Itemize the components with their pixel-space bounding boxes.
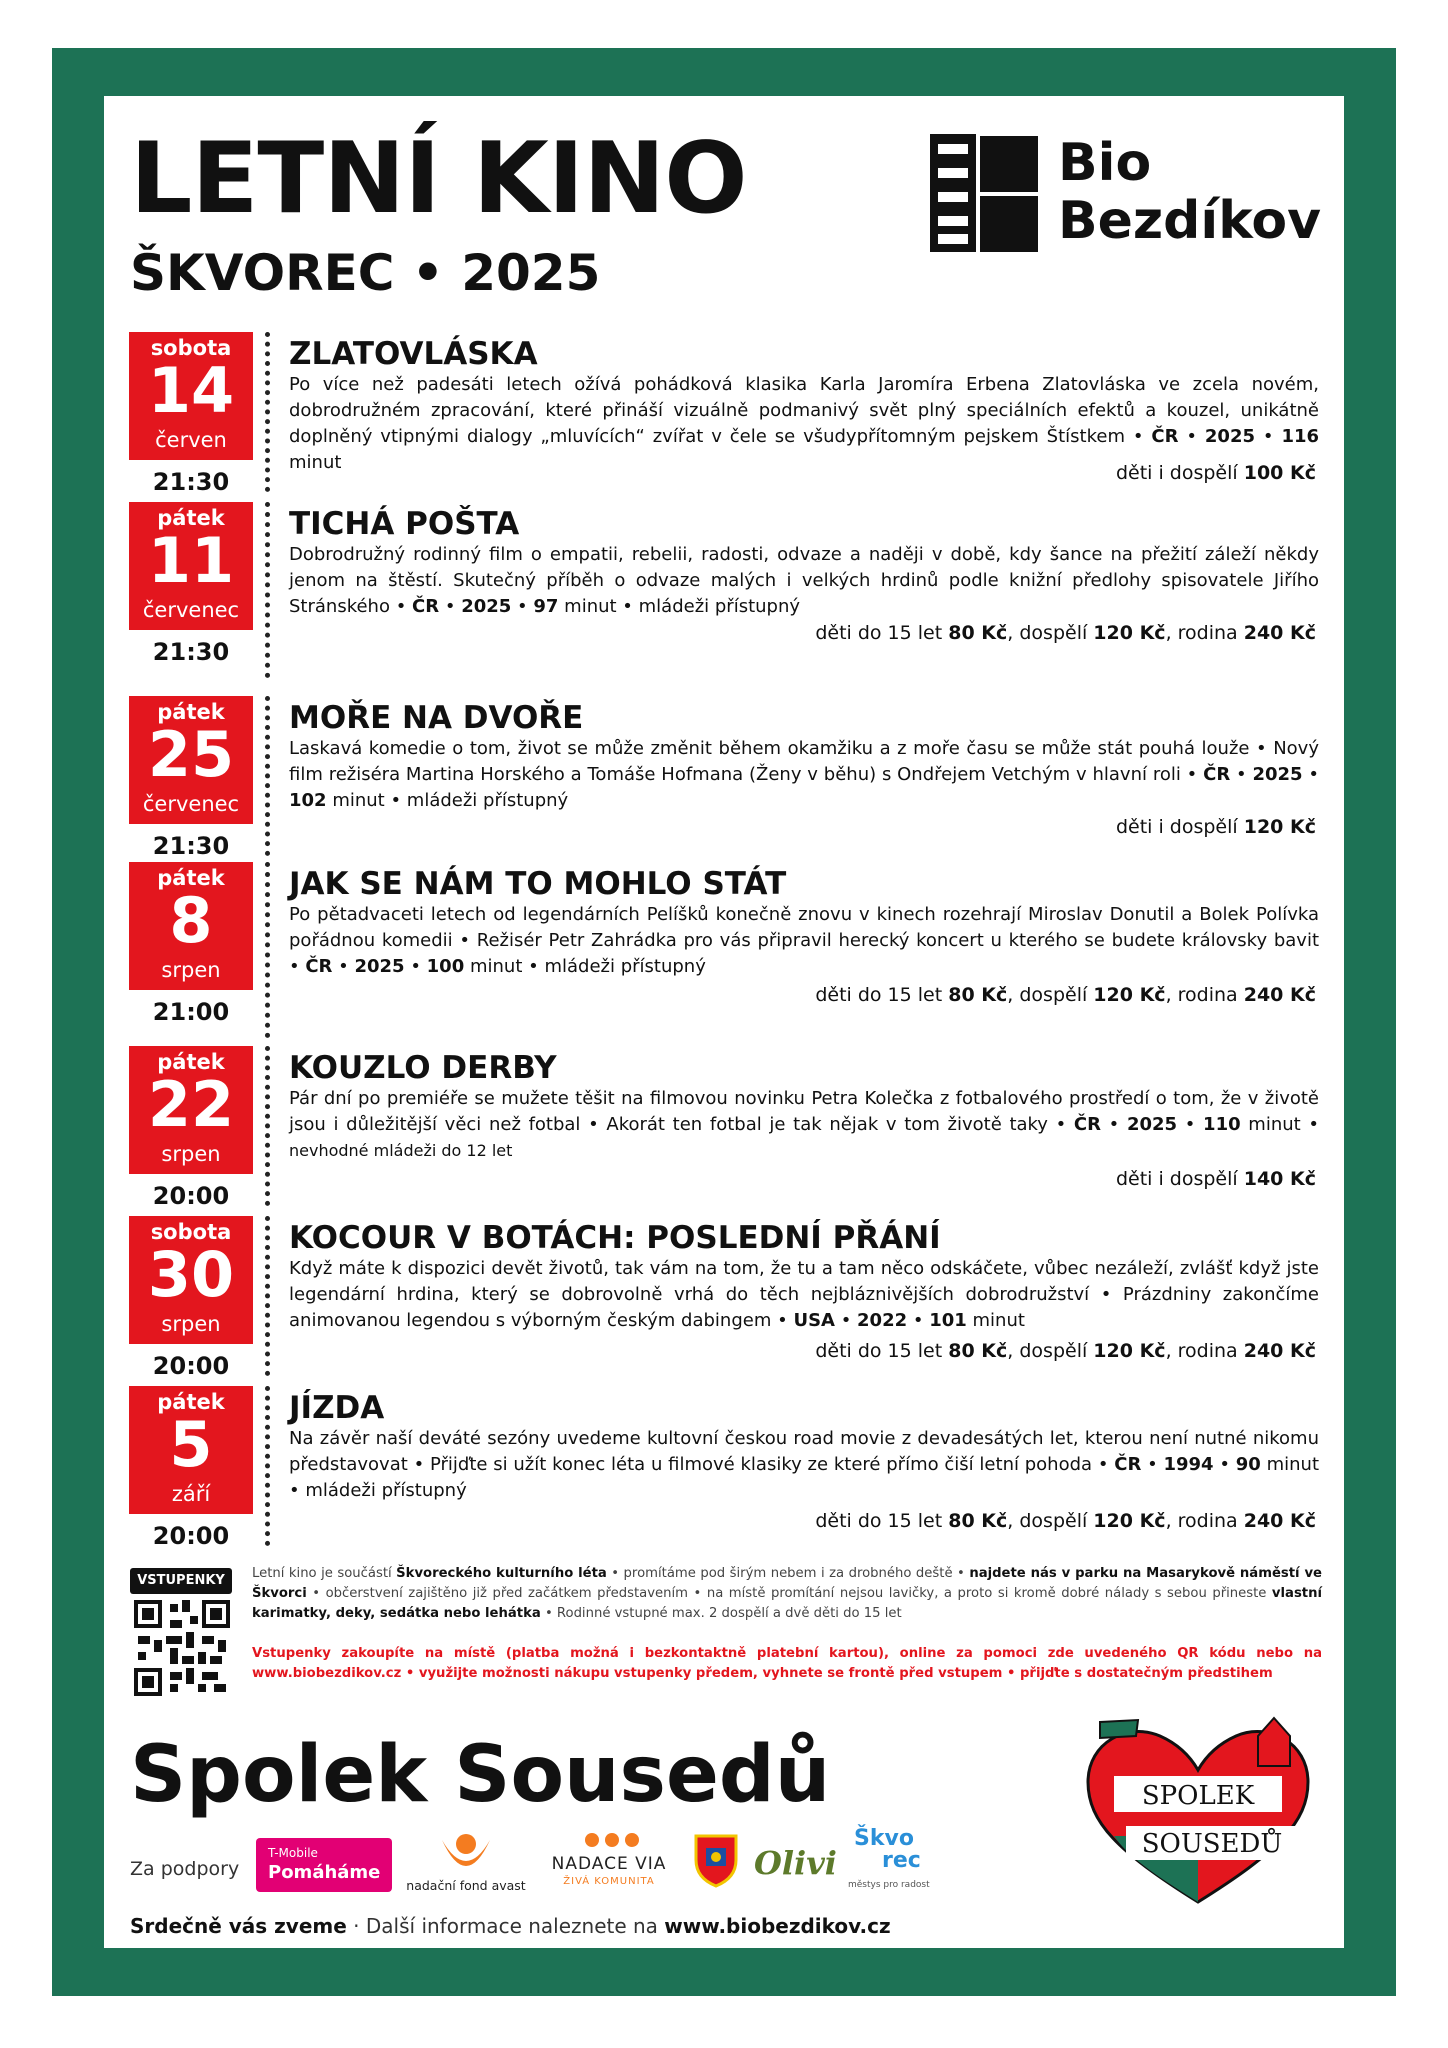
tmobile-logo[interactable]: T-Mobile Pomáháme: [256, 1838, 392, 1892]
via-dots-icon: [584, 1832, 640, 1848]
dotted-divider: [265, 502, 270, 678]
logo-square-bottom: [980, 196, 1038, 252]
bio-bezdikov-logo[interactable]: [930, 130, 1330, 256]
event-time: 20:00: [152, 1522, 230, 1550]
event-description: Pár dní po premiéře se mužete těšit na filmovou novinku Petra Kolečka z fotbalového prostředí o tom, že v životě jsou i důležitější věci než fotbal • Akorát ten fotbal je tak nějak v tom životě taky • ČR • 2025 • 110 minut • nevhodné mládeži do 12 let: [289, 1088, 1320, 1160]
event-description: Laskavá komedie o tom, život se může změnit během okamžiku a z moře času se může stát pouhá louže • Nový film režiséra Martina Horského a Tomáše Hofmana (Ženy v běhu) s Ondřejem Vetchým v hlavní roli • ČR • 2025 • 102 minut • mládeži přístupný: [289, 738, 1320, 811]
dotted-divider: [265, 696, 270, 856]
page-title: LETNÍ KINO: [130, 122, 747, 236]
event-price: děti do 15 let 80 Kč, dospělí 120 Kč, rodina 240 Kč: [815, 984, 1316, 1006]
film-strip-icon: [930, 134, 976, 252]
date-box: sobota 30 srpen: [129, 1216, 253, 1344]
support-label: Za podpory: [130, 1858, 240, 1880]
logo-square-top: [980, 136, 1038, 192]
logo-text: Bio Bezdíkov: [1058, 133, 1322, 251]
tickets-label: VSTUPENKY: [130, 1568, 232, 1594]
dotted-divider: [265, 332, 270, 492]
tickets-info: Letní kino je součástí Škvoreckého kulturního léta • promítáme pod širým nebem i za drobného deště • najdete nás v parku na Masarykově náměstí ve Škvorci • občerstvení zajištěno již před začátkem představením • na místě promítání nejsou lavičky, a proto si kromě dobré nálady s sebou přineste vlastní karimatky, deky, sedátka nebo lehátka • Rodinné vstupné max. 2 dospělí a dvě děti do 15 let: [252, 1566, 1322, 1621]
date-box: pátek 8 srpen: [129, 862, 253, 990]
avast-logo[interactable]: nadační fond avast: [404, 1832, 528, 1898]
event-price: děti do 15 let 80 Kč, dospělí 120 Kč, rodina 240 Kč: [815, 1510, 1316, 1532]
event-time: 20:00: [152, 1352, 230, 1380]
date-box: pátek 25 červenec: [129, 696, 253, 824]
heart-text-sousedu: SOUSEDŮ: [1141, 1829, 1283, 1859]
event-description: Když máte k dispozici devět životů, tak vám na tom, že tu a tam něco odskáčete, vůbec nezáleží, zvlášť když jste legendární hrdina, který se dobrovolně vrhá do těch nejbláznivějších dobrodružství • Prázdniny zakončíme animovanou legendou s výborným českým dabingem • USA • 2022 • 101 minut: [289, 1258, 1319, 1331]
event-description: Na závěr naší deváté sezóny uvedeme kultovní českou road movie z devadesátých let, kterou není nutné nikomu představovat • Přijďte si užít konec léta u filmové klasiky ze které přímo čiší letní pohoda • ČR • 1994 • 90 minut • mládeži přístupný: [289, 1428, 1320, 1501]
tickets-purchase-info: Vstupenky zakoupíte na místě (platba možná i bezkontaktně platební kartou), online za pomoci zde uvedeného QR kódu nebo na www.biobezdikov.cz • využijte možnosti nákupu vstupenky předem, vyhnete se frontě před vstupem • přijďte s dostatečným předstihem: [252, 1646, 1322, 1681]
poster: [104, 96, 1344, 1948]
spolek-sousedu-heart-logo[interactable]: [1078, 1712, 1318, 1912]
date-box: sobota 14 červen: [129, 332, 253, 460]
nadace-via-logo[interactable]: NADACE VIA ŽIVÁ KOMUNITA: [538, 1832, 680, 1894]
event-title: MOŘE NA DVOŘE: [289, 700, 584, 736]
event-price: děti i dospělí 140 Kč: [1115, 1168, 1316, 1190]
event-title: JÍZDA: [289, 1390, 385, 1426]
website-link[interactable]: www.biobezdikov.cz: [664, 1914, 891, 1938]
event-price: děti i dospělí 120 Kč: [1115, 816, 1316, 838]
skvorec-logo[interactable]: Škvo rec městys pro radost: [848, 1826, 930, 1890]
event-description: Po pětadvaceti letech od legendárních Pelíšků konečně znovu v kinech rozehrají Miroslav Donutil a Bolek Polívka pořádnou komedii • Režisér Petr Zahrádka pro vás připravil herecký koncert u kterého se budete královsky bavit • ČR • 2025 • 100 minut • mládeži přístupný: [289, 904, 1319, 977]
date-box: pátek 5 září: [129, 1386, 253, 1514]
event-price: děti do 15 let 80 Kč, dospělí 120 Kč, rodina 240 Kč: [815, 622, 1316, 644]
event-title: KOUZLO DERBY: [289, 1050, 557, 1086]
heart-text-spolek: SPOLEK: [1141, 1781, 1255, 1811]
event-title: JAK SE NÁM TO MOHLO STÁT: [289, 866, 787, 902]
date-box: pátek 11 červenec: [129, 502, 253, 630]
event-title: KOCOUR V BOTÁCH: POSLEDNÍ PŘÁNÍ: [289, 1220, 941, 1256]
event-price: děti i dospělí 100 Kč: [1115, 462, 1316, 484]
dotted-divider: [265, 862, 270, 1038]
event-price: děti do 15 let 80 Kč, dospělí 120 Kč, rodina 240 Kč: [815, 1340, 1316, 1362]
event-description: Dobrodružný rodinný film o empatii, rebelii, radosti, odvaze a naději v době, kdy šance na přežití záleží někdy jenom na štěstí. Skutečný příběh o odvaze malých i velkých hrdinů podle knižní předlohy spisovatele Jiřího Stránského • ČR • 2025 • 97 minut • mládeži přístupný: [289, 544, 1319, 617]
event-description: Po více než padesáti letech ožívá pohádková klasika Karla Jaromíra Erbena Zlatovláska ve zcela novém, dobrodružném zpracování, které přináší vizuálně podmanivý svět plný speciálních efektů a kouzel, unikátně doplněný vtipnými dialogy „mluvících“ zvířat v čele se všudypřítomným pejskem Štístkem • ČR • 2025 • 116 minut: [289, 374, 1320, 473]
dotted-divider: [265, 1046, 270, 1206]
event-time: 20:00: [152, 1182, 230, 1210]
date-box: pátek 22 srpen: [129, 1046, 253, 1174]
event-title: ZLATOVLÁSKA: [289, 336, 538, 372]
coat-of-arms-icon[interactable]: [692, 1832, 740, 1888]
dotted-divider: [265, 1386, 270, 1546]
organizer-name: Spolek Sousedů: [130, 1730, 831, 1820]
event-time: 21:30: [152, 638, 230, 666]
event-time: 21:00: [152, 998, 230, 1026]
event-title: TICHÁ POŠTA: [289, 506, 520, 542]
event-time: 21:30: [152, 832, 230, 860]
dotted-divider: [265, 1216, 270, 1376]
event-time: 21:30: [152, 468, 230, 496]
qr-code-icon[interactable]: [134, 1600, 230, 1696]
footer-line: Srdečně vás zveme · Další informace naleznete na www.biobezdikov.cz: [130, 1914, 891, 1938]
olivi-logo[interactable]: Olivi: [754, 1844, 837, 1882]
avast-mark-icon: [438, 1832, 494, 1874]
page-subtitle: ŠKVOREC • 2025: [130, 244, 601, 302]
